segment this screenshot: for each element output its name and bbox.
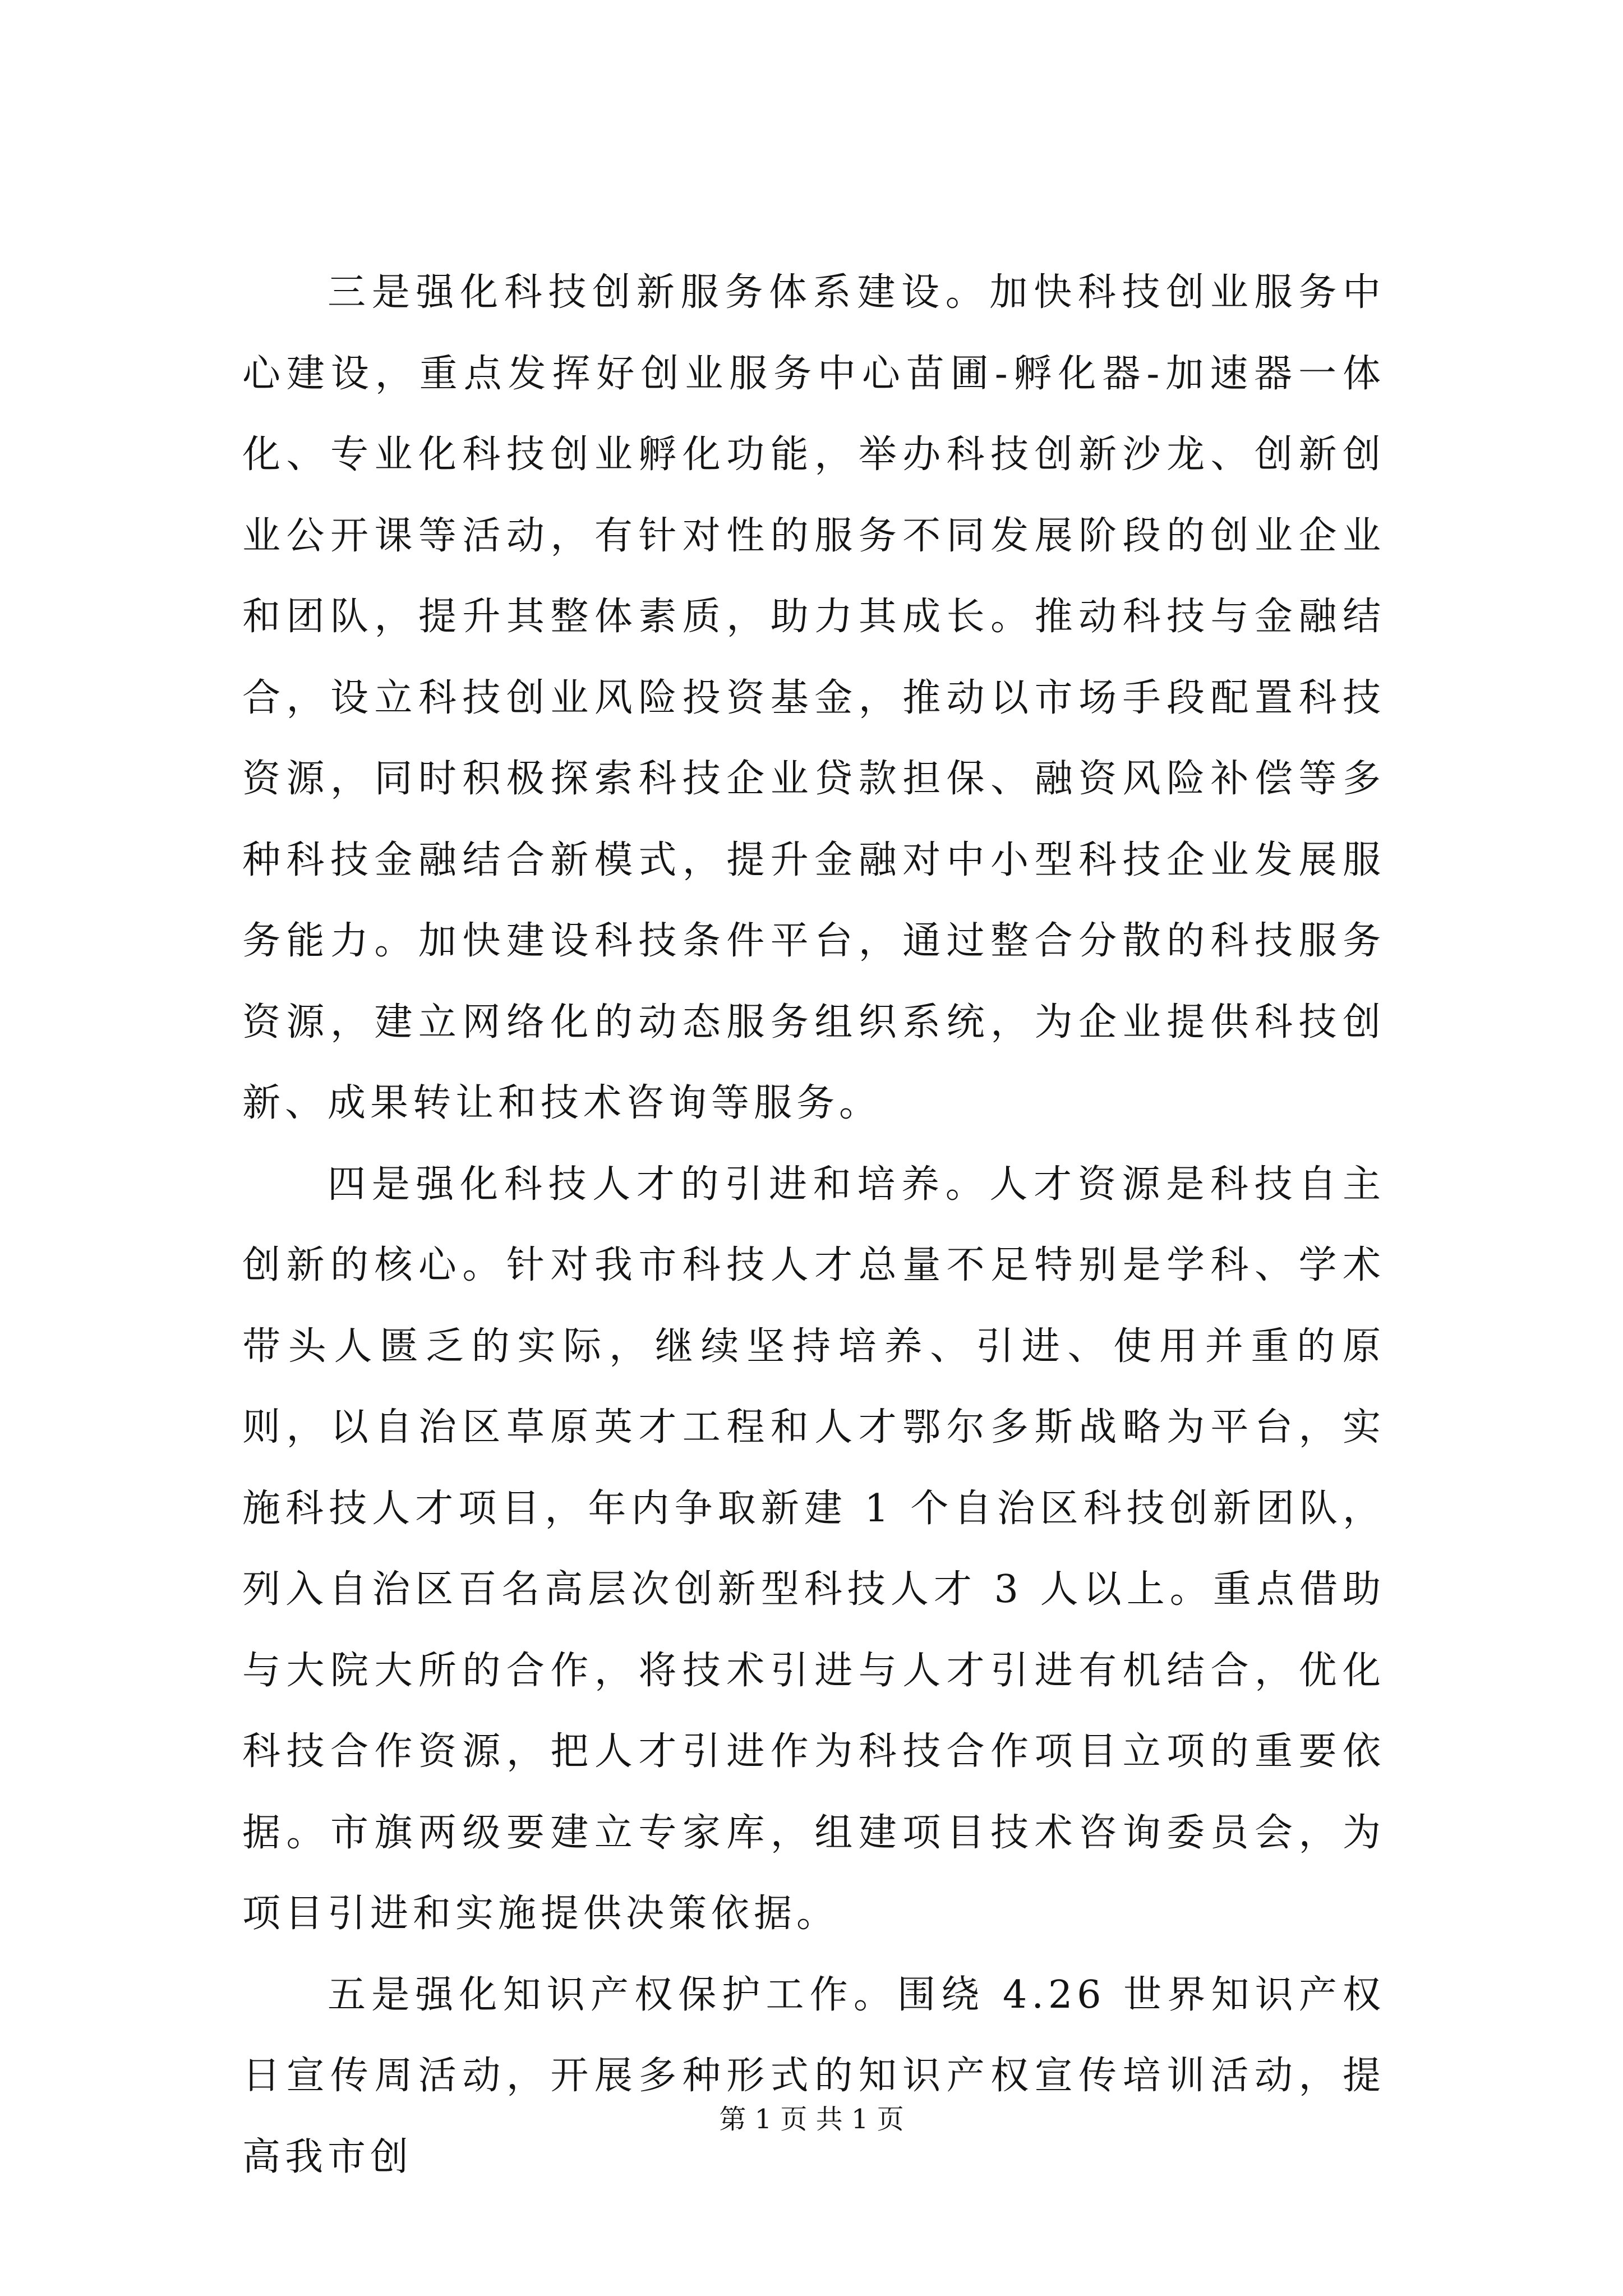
page-footer: 第 1 页 共 1 页 bbox=[719, 2104, 904, 2135]
paragraph-2: 四是强化科技人才的引进和培养。人才资源是科技自主创新的核心。针对我市科技人才总量不足特别是学科、学术带头人匮乏的实际，继续坚持培养、引进、使用并重的原则，以自治区草原英才工程和人才鄂尔多斯战略为平台，实施科技人才项目，年内争取新建 1 个自治区科技创新团队，列入自治区百名高层次创新型科技人才 3 人以上。重点借助与大院大所的合作，将技术引进与人才引进有机结合，优化科技合作资源，把人才引进作为科技合作项目立项的重要依据。市旗两级要建立专家库，组建项目技术咨询委员会，为项目引进和实施提供决策依据。 bbox=[242, 1162, 1385, 1936]
document-body bbox=[242, 252, 1385, 2198]
paragraph-3: 五是强化知识产权保护工作。围绕 4.26 世界知识产权日宣传周活动，开展多种形式的知识产权宣传培训活动，提高我市创 bbox=[242, 1972, 1385, 2179]
paragraph-1: 三是强化科技创新服务体系建设。加快科技创业服务中心建设，重点发挥好创业服务中心苗圃-孵化器-加速器一体化、专业化科技创业孵化功能，举办科技创新沙龙、创新创业公开课等活动，有针对性的服务不同发展阶段的创业企业和团队，提升其整体素质，助力其成长。推动科技与金融结合，设立科技创业风险投资基金，推动以市场手段配置科技资源，同时积极探索科技企业贷款担保、融资风险补偿等多种科技金融结合新模式，提升金融对中小型科技企业发展服务能力。加快建设科技条件平台，通过整合分散的科技服务资源，建立网络化的动态服务组织系统，为企业提供科技创新、成果转让和技术咨询等服务。 bbox=[242, 270, 1385, 1125]
